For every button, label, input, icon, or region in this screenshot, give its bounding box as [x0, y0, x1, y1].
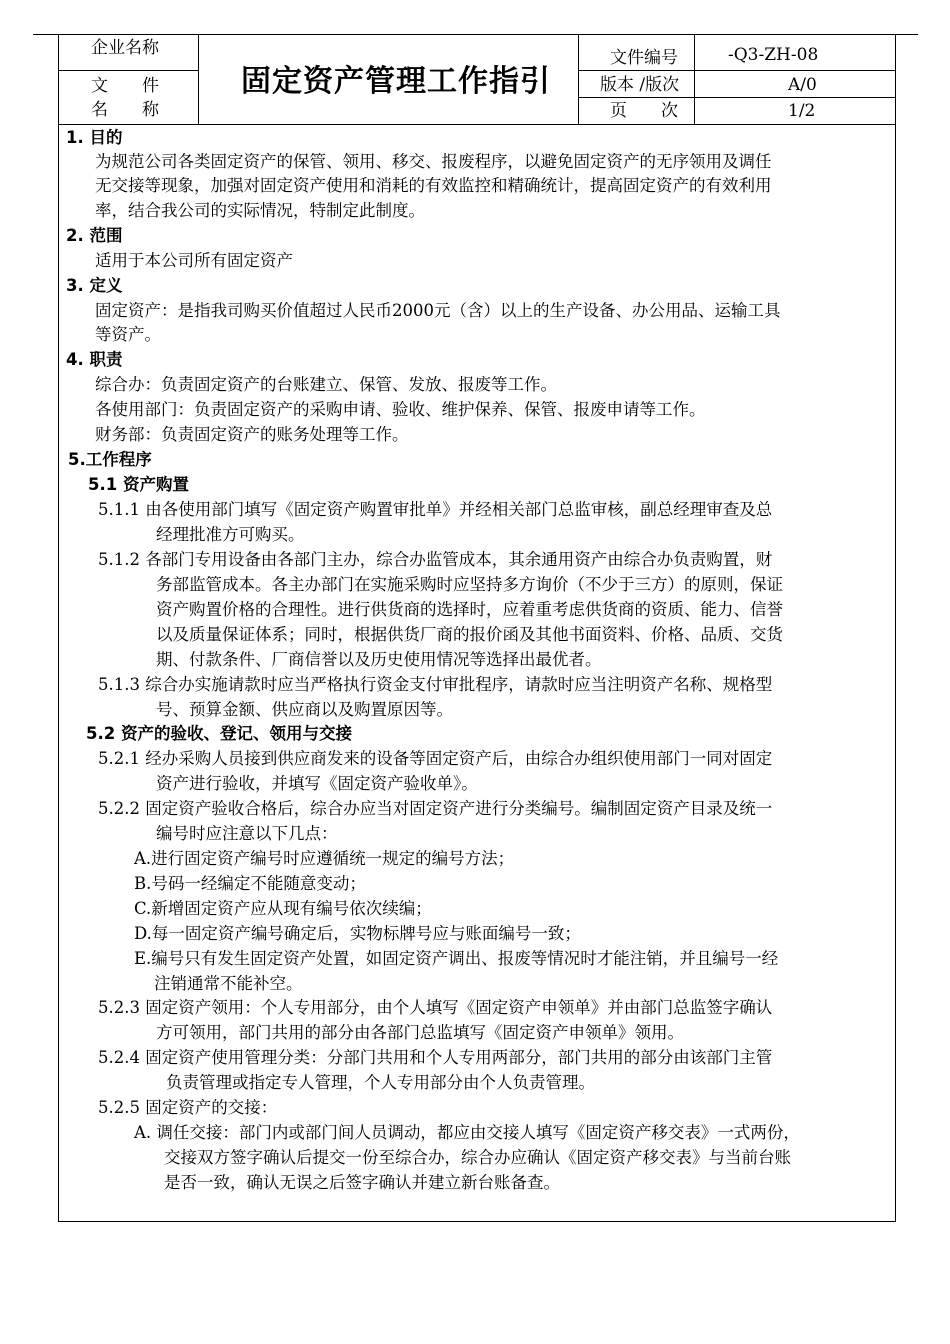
body-text: 负责管理或指定专人管理，个人专用部分由个人负责管理。: [166, 1073, 595, 1092]
section-heading: 3. 定义: [66, 276, 123, 295]
section-heading: 2. 范围: [66, 226, 123, 245]
body-text: 是否一致，确认无误之后签字确认并建立新台账备查。: [164, 1173, 560, 1192]
list-item: B.号码一经编定不能随意变动；: [134, 874, 366, 893]
list-item: D.每一固定资产编号确定后，实物标牌号应与账面编号一致；: [134, 924, 581, 943]
body-text: 适用于本公司所有固定资产: [95, 251, 293, 270]
list-item: C.新增固定资产应从现有编号依次续编；: [134, 899, 432, 918]
page-title: 固定资产管理工作指引: [241, 64, 551, 99]
body-text: 各使用部门：负责固定资产的采购申请、验收、维护保养、保管、报废申请等工作。: [95, 400, 706, 419]
list-item: E.编号只有发生固定资产处置，如固定资产调出、报废等情况时才能注销，并且编号一经: [134, 949, 779, 968]
file-number-label: 文件编号: [610, 48, 678, 68]
body-text: 综合办：负责固定资产的台账建立、保管、发放、报废等工作。: [95, 375, 557, 394]
body-text: 5.2.1 经办采购人员接到供应商发来的设备等固定资产后，由综合办组织使用部门一同对固定: [98, 749, 773, 768]
body-text: 等资产。: [95, 325, 161, 344]
body-text: 交接双方签字确认后提交一份至综合办，综合办应确认《固定资产移交表》与当前台账: [164, 1148, 791, 1167]
body-text: 5.2.4 固定资产使用管理分类：分部门共用和个人专用两部分，部门共用的部分由该部门主管: [98, 1048, 773, 1067]
body-text: 方可领用，部门共用的部分由各部门总监填写《固定资产申领单》领用。: [156, 1023, 684, 1042]
body-text: 经理批准方可购买。: [156, 525, 305, 544]
page-label: 页 次: [610, 101, 678, 121]
page-value: 1/2: [788, 101, 816, 121]
body-text: 资产购置价格的合理性。进行供货商的选择时，应着重考虑供货商的资质、能力、信誉: [156, 600, 783, 619]
header-divider: [694, 34, 695, 124]
body-text: 编号时应注意以下几点：: [156, 824, 338, 843]
header-table: [58, 34, 896, 125]
company-name-label: 企业名称: [91, 38, 159, 58]
body-text: 5.2.3 固定资产领用：个人专用部分，由个人填写《固定资产申领单》并由部门总监签字确认: [98, 998, 773, 1017]
section-heading: 4. 职责: [66, 350, 123, 369]
section-heading: 1. 目的: [66, 128, 123, 147]
body-text: 务部监管成本。各主办部门在实施采购时应坚持多方询价（不少于三方）的原则，保证: [156, 575, 783, 594]
subsection-heading: 5.2 资产的验收、登记、领用与交接: [86, 724, 352, 743]
section-heading: 5.工作程序: [68, 450, 152, 469]
version-value: A/0: [788, 75, 817, 95]
version-label: 版本 /版次: [600, 75, 680, 95]
body-text: 资产进行验收，并填写《固定资产验收单》。: [156, 774, 478, 793]
header-divider: [578, 97, 896, 98]
header-divider: [58, 70, 198, 71]
body-text: 注销通常不能补空。: [154, 974, 303, 993]
list-item: A. 调任交接：部门内或部门间人员调动，都应由交接人填写《固定资产移交表》一式两份，: [134, 1123, 800, 1142]
body-text: 5.1.3 综合办实施请款时应当严格执行资金支付审批程序，请款时应当注明资产名称、规格型: [98, 675, 773, 694]
body-text: 5.1.1 由各使用部门填写《固定资产购置审批单》并经相关部门总监审核，副总经理审查及总: [98, 500, 773, 519]
body-text: 期、付款条件、厂商信誉以及历史使用情况等选择出最优者。: [156, 650, 602, 669]
body-text: 5.2.2 固定资产验收合格后，综合办应当对固定资产进行分类编号。编制固定资产目录及统一: [98, 799, 773, 818]
subsection-heading: 5.1 资产购置: [88, 475, 189, 494]
doc-name-label-1: 文 件: [91, 76, 159, 96]
file-number-value: -Q3-ZH-08: [728, 45, 819, 65]
body-text: 为规范公司各类固定资产的保管、领用、移交、报废程序，以避免固定资产的无序领用及调任: [95, 152, 772, 171]
body-text: 5.1.2 各部门专用设备由各部门主办，综合办监管成本，其余通用资产由综合办负责购置，财: [98, 550, 773, 569]
body-text: 固定资产：是指我司购买价值超过人民币2000元（含）以上的生产设备、办公用品、运输工具: [95, 301, 781, 320]
header-divider: [198, 34, 199, 124]
body-text: 无交接等现象，加强对固定资产使用和消耗的有效监控和精确统计，提高固定资产的有效利用: [95, 176, 772, 195]
body-text: 率，结合我公司的实际情况，特制定此制度。: [95, 201, 425, 220]
list-item: A.进行固定资产编号时应遵循统一规定的编号方法；: [134, 849, 515, 868]
doc-name-label-2: 名 称: [91, 100, 159, 120]
body-text: 5.2.5 固定资产的交接：: [98, 1098, 278, 1117]
body-text: 财务部：负责固定资产的账务处理等工作。: [95, 425, 409, 444]
body-text: 以及质量保证体系；同时，根据供货厂商的报价函及其他书面资料、价格、品质、交货: [156, 625, 783, 644]
header-divider: [578, 70, 896, 71]
body-text: 号、预算金额、供应商以及购置原因等。: [156, 700, 453, 719]
